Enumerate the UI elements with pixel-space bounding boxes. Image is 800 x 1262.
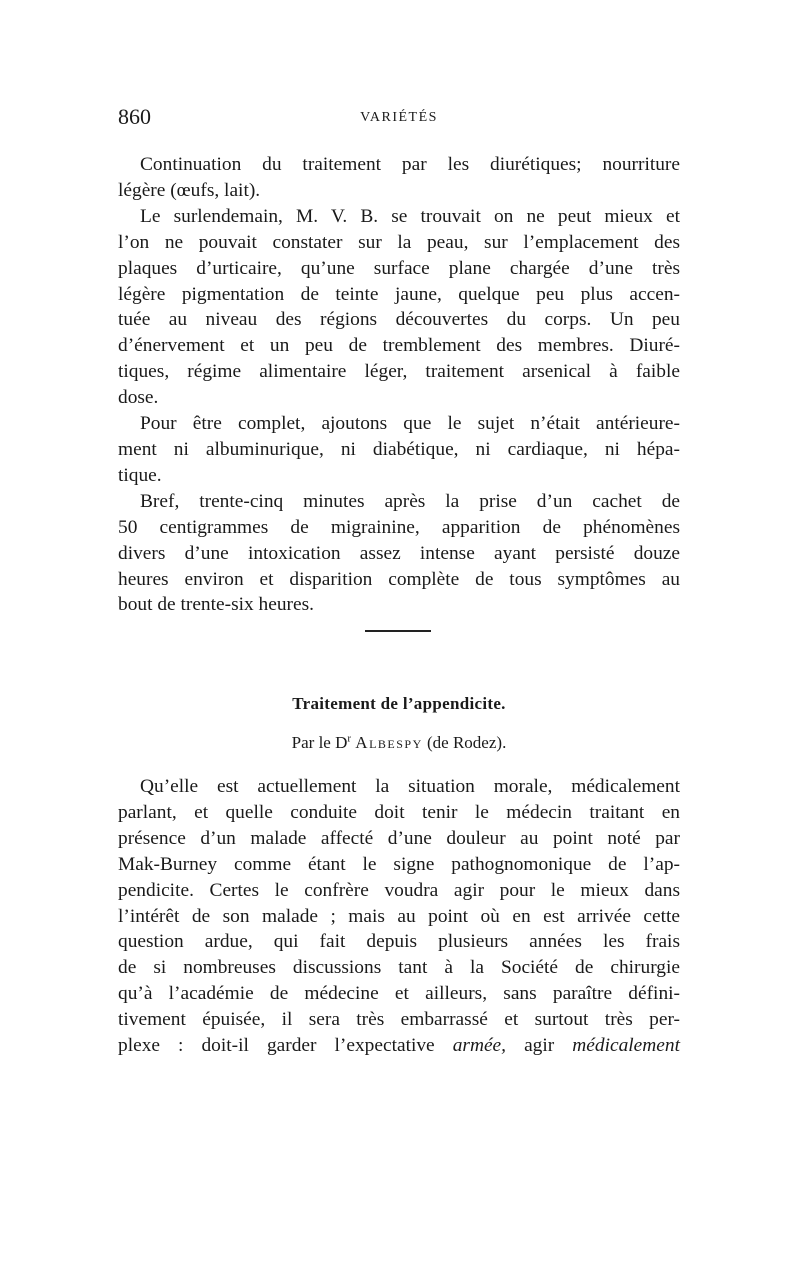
line-fragment: plexe : doit-il garder l’expectative bbox=[118, 1035, 435, 1057]
text-line: question ardue, qui fait depuis plusieurs années les frais bbox=[118, 931, 680, 953]
text-line: tuée au niveau des régions découvertes du corps. Un peu bbox=[118, 309, 680, 331]
text-line: qu’à l’académie de médecine et ailleurs, sans paraître défini- bbox=[118, 983, 680, 1005]
byline-superscript: r bbox=[347, 732, 352, 745]
text-line: heures environ et disparition complète de tous symptômes au bbox=[118, 568, 680, 590]
text-line: parlant, et quelle conduite doit tenir le médecin traitant en bbox=[118, 801, 680, 823]
text-line: Qu’elle est actuellement la situation morale, médicalement bbox=[140, 776, 680, 797]
page-header bbox=[118, 104, 680, 138]
text-line: Le surlendemain, M. V. B. se trouvait on ne peut mieux et bbox=[140, 205, 680, 227]
text-line: pendicite. Certes le confrère voudra agir pour le mieux dans bbox=[118, 879, 680, 901]
text-line: d’énervement et un peu de tremblement des membres. Diuré- bbox=[118, 335, 680, 357]
article-byline bbox=[118, 733, 680, 753]
text-line bbox=[118, 1033, 680, 1059]
byline-author: Albespy bbox=[355, 733, 423, 752]
line-fragment: médicalement bbox=[572, 1035, 680, 1057]
text-line: présence d’un malade affecté d’une douleur au point noté par bbox=[118, 827, 680, 849]
byline-prefix: Par le D bbox=[291, 733, 348, 752]
text-line: Bref, trente-cinq minutes après la prise d’un cachet de bbox=[140, 490, 680, 512]
section-divider bbox=[365, 630, 431, 632]
text-line: bout de trente-six heures. bbox=[118, 594, 314, 616]
text-line: divers d’une intoxication assez intense ayant persisté douze bbox=[118, 542, 680, 564]
text-line: tivement épuisée, il sera très embarrassé et surtout très per- bbox=[118, 1009, 680, 1031]
text-line: tique. bbox=[118, 464, 162, 486]
line-fragment: armée, bbox=[452, 1035, 507, 1057]
article-title: Traitement de l’appendicite. bbox=[292, 694, 506, 713]
text-line: légère pigmentation de teinte jaune, quelque peu plus accen- bbox=[118, 283, 680, 305]
line-fragment: agir bbox=[524, 1035, 555, 1057]
text-line: légère (œufs, lait). bbox=[118, 179, 261, 201]
text-line: Mak-Burney comme étant le signe pathognomonique de l’ap- bbox=[118, 853, 680, 875]
running-head: VARIÉTÉS bbox=[360, 110, 438, 125]
continuation-text bbox=[118, 152, 680, 618]
text-line: tiques, régime alimentaire léger, traitement arsenical à faible bbox=[118, 361, 680, 383]
text-line: Continuation du traitement par les diurétiques; nourriture bbox=[140, 154, 680, 175]
page-number: 860 bbox=[118, 104, 151, 129]
text-line: de si nombreuses discussions tant à la Société de chirurgie bbox=[118, 957, 680, 979]
text-line: l’on ne pouvait constater sur la peau, sur l’emplacement des bbox=[118, 231, 680, 253]
article-body bbox=[118, 774, 680, 1059]
text-line: plaques d’urticaire, qu’une surface plane chargée d’une très bbox=[118, 257, 680, 279]
text-line: 50 centigrammes de migrainine, apparition de phénomènes bbox=[118, 516, 680, 538]
text-line: dose. bbox=[118, 387, 159, 409]
byline-suffix: (de Rodez). bbox=[427, 733, 507, 752]
text-line: l’intérêt de son malade ; mais au point où en est arrivée cette bbox=[118, 905, 680, 927]
text-line: Pour être complet, ajoutons que le sujet n’était antérieure- bbox=[140, 413, 680, 435]
text-line: ment ni albuminurique, ni diabétique, ni cardiaque, ni hépa- bbox=[118, 438, 680, 460]
